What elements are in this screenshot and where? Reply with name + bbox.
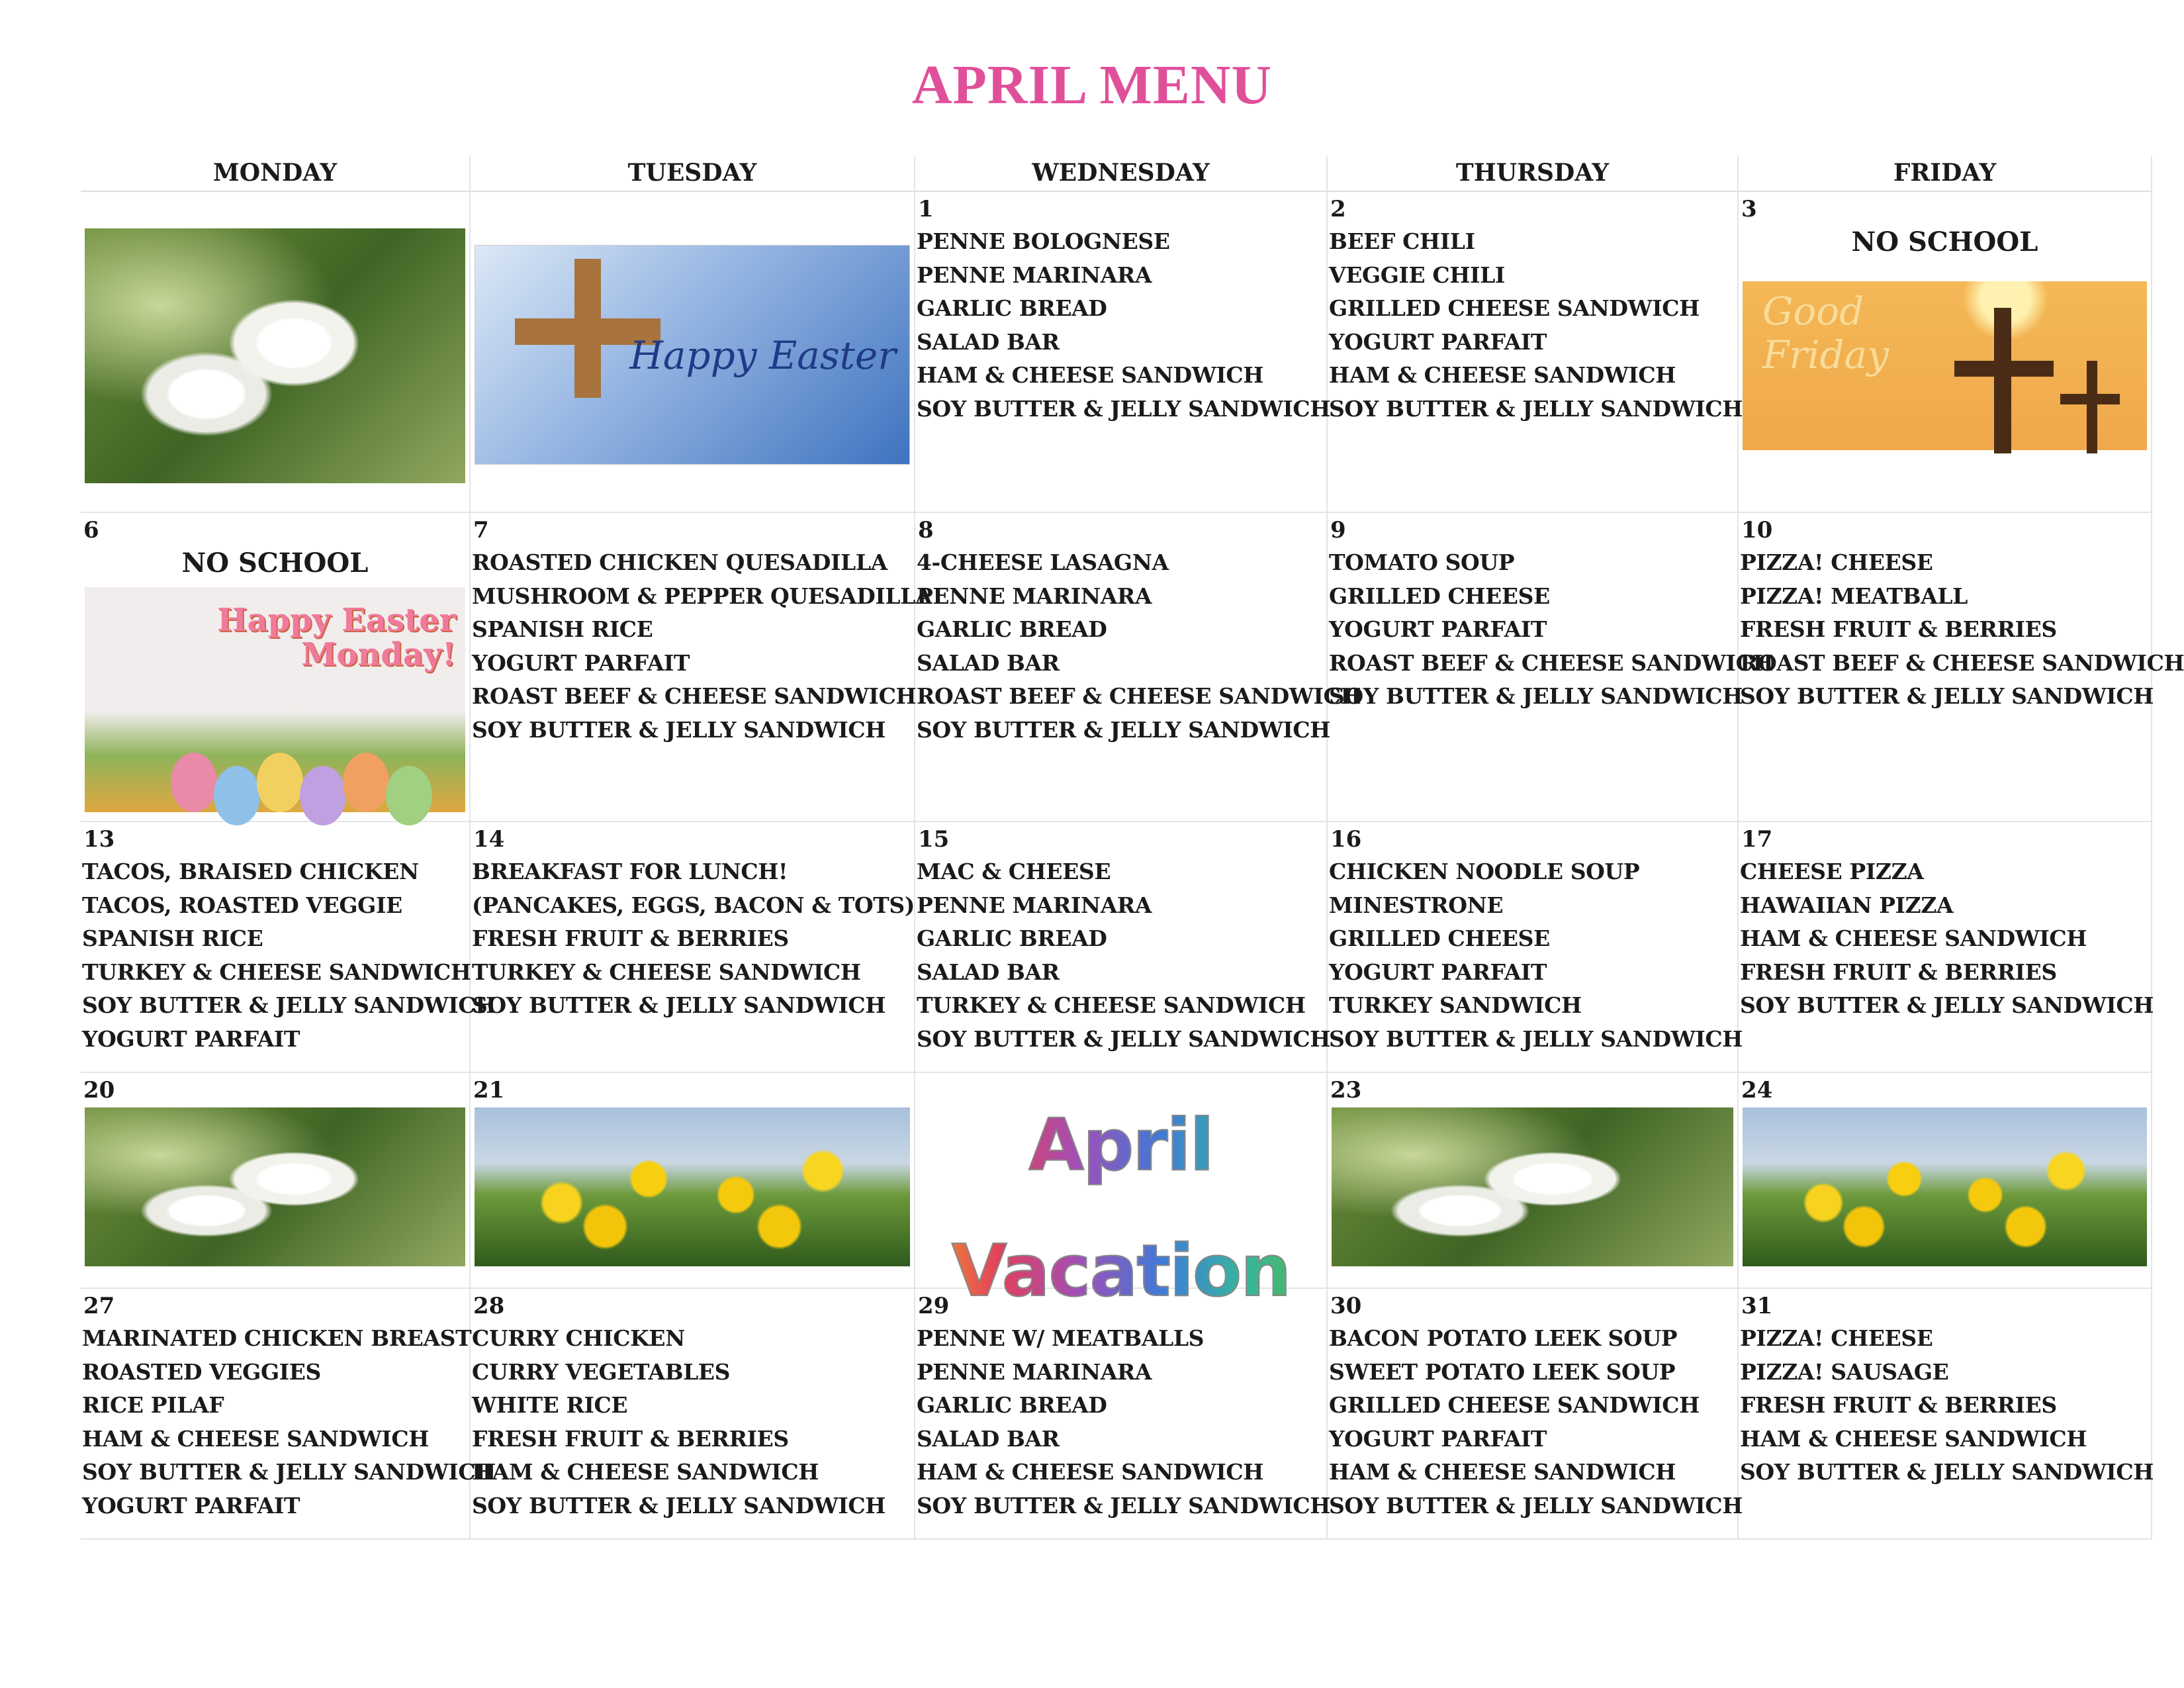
menu-items — [1328, 855, 1743, 1056]
day-number: 7 — [473, 517, 489, 543]
menu-item: FRESH FRUIT & BERRIES — [1740, 616, 2057, 642]
day-header-friday: FRIDAY — [1739, 156, 2152, 192]
menu-items — [1739, 1322, 2154, 1489]
menu-item: SOY BUTTER & JELLY SANDWICH — [917, 1025, 1331, 1052]
day-cell-6 — [81, 513, 471, 822]
menu-item: ROAST BEEF & CHEESE SANDWICH — [472, 683, 917, 709]
image-easter — [475, 245, 910, 465]
cross-shape — [1954, 361, 2054, 377]
image-caption: Happy Easter Monday! — [217, 602, 456, 673]
menu-item: TOMATO SOUP — [1329, 549, 1515, 575]
menu-item: BEEF CHILI — [1329, 228, 1475, 254]
menu-items — [915, 225, 1331, 426]
menu-item: CURRY VEGETABLES — [472, 1358, 731, 1385]
menu-item: HAM & CHEESE SANDWICH — [1329, 362, 1676, 388]
menu-items — [1739, 546, 2184, 714]
day-number: 9 — [1330, 517, 1346, 543]
menu-item: PENNE MARINARA — [917, 261, 1152, 288]
menu-item: PIZZA! MEATBALL — [1740, 583, 1968, 609]
cross-shape — [1994, 308, 2011, 453]
menu-item: SOY BUTTER & JELLY SANDWICH — [1329, 1492, 1743, 1519]
day-number: 15 — [918, 826, 950, 853]
image-caption: Good Friday — [1762, 289, 1889, 377]
menu-item: GARLIC BREAD — [917, 1392, 1107, 1418]
menu-item: SOY BUTTER & JELLY SANDWICH — [917, 395, 1331, 422]
day-cell-7 — [471, 513, 933, 822]
egg-shape — [386, 766, 432, 825]
menu-item: YOGURT PARFAIT — [472, 649, 690, 676]
menu-item: SALAD BAR — [917, 649, 1060, 676]
menu-item: YOGURT PARFAIT — [1329, 328, 1547, 355]
menu-item: VEGGIE CHILI — [1329, 261, 1505, 288]
day-header-monday: MONDAY — [81, 156, 471, 192]
menu-item: YOGURT PARFAIT — [82, 1025, 300, 1052]
menu-item: TACOS, BRAISED CHICKEN — [82, 859, 419, 884]
menu-item: YOGURT PARFAIT — [1329, 959, 1547, 985]
day-cell-2 — [1328, 192, 1743, 513]
menu-items — [915, 855, 1331, 1056]
menu-item: SOY BUTTER & JELLY SANDWICH — [472, 1492, 886, 1519]
image-goodfriday — [1743, 281, 2147, 450]
day-number: 14 — [473, 826, 505, 853]
day-cell-23 — [1328, 1073, 1739, 1289]
image-lily — [85, 228, 465, 483]
menu-item: PENNE MARINARA — [917, 583, 1152, 609]
menu-item: 4-CHEESE LASAGNA — [917, 549, 1169, 575]
menu-item: PIZZA! CHEESE — [1740, 549, 1933, 575]
day-number: 29 — [918, 1293, 950, 1319]
egg-shape — [343, 753, 389, 812]
day-cell-10 — [1739, 513, 2184, 822]
menu-item: ROAST BEEF & CHEESE SANDWICH — [1740, 649, 2184, 676]
menu-item: SOY BUTTER & JELLY SANDWICH — [917, 1492, 1331, 1519]
day-number: 6 — [83, 517, 99, 543]
no-school-note: NO SCHOOL — [1851, 226, 2038, 258]
menu-item: SOY BUTTER & JELLY SANDWICH — [1329, 395, 1743, 422]
day-number: 16 — [1330, 826, 1362, 853]
no-school-note: NO SCHOOL — [181, 547, 369, 579]
day-number: 24 — [1741, 1077, 1773, 1103]
day-header-tuesday: TUESDAY — [471, 156, 915, 192]
menu-items — [81, 1322, 496, 1523]
menu-item: RICE PILAF — [82, 1392, 224, 1418]
image-daffodils — [1743, 1107, 2147, 1266]
menu-item: PENNE W/ MEATBALLS — [917, 1325, 1205, 1351]
menu-item: MUSHROOM & PEPPER QUESADILLA — [472, 583, 933, 609]
image-eastermonday — [85, 587, 465, 812]
day-cell-28 — [471, 1289, 915, 1540]
menu-item: CURRY CHICKEN — [472, 1325, 685, 1351]
menu-item: HAM & CHEESE SANDWICH — [472, 1459, 819, 1485]
menu-item: PENNE MARINARA — [917, 1358, 1152, 1385]
day-cell-24 — [1739, 1073, 2152, 1289]
day-cell-21 — [471, 1073, 915, 1289]
day-header-thursday: THURSDAY — [1328, 156, 1739, 192]
day-number: 20 — [83, 1077, 115, 1103]
cross-shape — [2087, 361, 2097, 453]
menu-item: MARINATED CHICKEN BREAST — [82, 1325, 472, 1351]
day-number: 27 — [83, 1293, 115, 1319]
menu-item: GARLIC BREAD — [917, 925, 1107, 951]
menu-item: YOGURT PARFAIT — [82, 1492, 300, 1519]
menu-item: BACON POTATO LEEK SOUP — [1329, 1325, 1678, 1351]
day-number: 30 — [1330, 1293, 1362, 1319]
day-cell-31 — [1739, 1289, 2152, 1540]
day-cell-30 — [1328, 1289, 1743, 1540]
menu-item: SOY BUTTER & JELLY SANDWICH — [1740, 683, 2154, 709]
day-number: 10 — [1741, 517, 1773, 543]
menu-item: GRILLED CHEESE SANDWICH — [1329, 1392, 1700, 1418]
day-cell-15 — [915, 822, 1331, 1073]
menu-item: SOY BUTTER & JELLY SANDWICH — [1740, 992, 2154, 1018]
menu-item: SOY BUTTER & JELLY SANDWICH — [472, 716, 886, 743]
day-number: 8 — [918, 517, 934, 543]
menu-items — [471, 546, 933, 747]
image-daffodils — [475, 1107, 910, 1266]
menu-item: ROAST BEEF & CHEESE SANDWICH — [917, 683, 1361, 709]
menu-item: SOY BUTTER & JELLY SANDWICH — [472, 992, 886, 1018]
menu-item: ROASTED VEGGIES — [82, 1358, 321, 1385]
menu-item: GARLIC BREAD — [917, 616, 1107, 642]
menu-item: SOY BUTTER & JELLY SANDWICH — [1329, 683, 1743, 709]
menu-item: TURKEY & CHEESE SANDWICH — [917, 992, 1306, 1018]
day-cell — [471, 192, 915, 513]
menu-item: GRILLED CHEESE — [1329, 925, 1550, 951]
menu-item: GARLIC BREAD — [917, 295, 1107, 321]
menu-item: PIZZA! CHEESE — [1740, 1325, 1933, 1351]
menu-items — [471, 1322, 914, 1523]
day-cell-16 — [1328, 822, 1743, 1073]
image-lily — [85, 1107, 465, 1266]
image-caption: Happy Easter — [629, 333, 896, 378]
menu-item: MAC & CHEESE — [917, 859, 1111, 884]
menu-item: CHEESE PIZZA — [1740, 859, 1924, 884]
menu-item: FRESH FRUIT & BERRIES — [1740, 959, 2057, 985]
day-cell — [81, 192, 471, 513]
menu-item: HAM & CHEESE SANDWICH — [82, 1425, 430, 1452]
menu-item: MINESTRONE — [1329, 892, 1504, 918]
menu-item: YOGURT PARFAIT — [1329, 616, 1547, 642]
menu-item: SOY BUTTER & JELLY SANDWICH — [82, 992, 496, 1018]
egg-shape — [214, 766, 260, 825]
menu-item: SOY BUTTER & JELLY SANDWICH — [82, 1459, 496, 1485]
menu-item: PENNE BOLOGNESE — [917, 228, 1170, 254]
menu-item: HAM & CHEESE SANDWICH — [917, 362, 1264, 388]
menu-item: TURKEY & CHEESE SANDWICH — [82, 959, 471, 985]
day-header-wednesday: WEDNESDAY — [915, 156, 1328, 192]
menu-items — [1328, 225, 1743, 426]
menu-item: SALAD BAR — [917, 328, 1060, 355]
menu-item: SOY BUTTER & JELLY SANDWICH — [1329, 1025, 1743, 1052]
day-number: 28 — [473, 1293, 505, 1319]
menu-item: FRESH FRUIT & BERRIES — [1740, 1392, 2057, 1418]
menu-item: ROAST BEEF & CHEESE SANDWICH — [1329, 649, 1774, 676]
menu-item: FRESH FRUIT & BERRIES — [472, 925, 789, 951]
day-number: 23 — [1330, 1077, 1362, 1103]
menu-item: SWEET POTATO LEEK SOUP — [1329, 1358, 1676, 1385]
menu-items — [81, 855, 496, 1056]
cross-shape — [2060, 394, 2120, 404]
day-cell-14 — [471, 822, 915, 1073]
day-number: 1 — [918, 196, 934, 222]
menu-item: TURKEY & CHEESE SANDWICH — [472, 959, 861, 985]
menu-item: ROASTED CHICKEN QUESADILLA — [472, 549, 887, 575]
menu-item: HAM & CHEESE SANDWICH — [917, 1459, 1264, 1485]
menu-items — [1739, 855, 2154, 1023]
image-caption: April Vacation — [919, 1083, 1322, 1335]
menu-item: SPANISH RICE — [472, 616, 653, 642]
menu-items — [915, 546, 1361, 747]
day-number: 17 — [1741, 826, 1773, 853]
menu-item: (PANCAKES, EGGS, BACON & TOTS) — [472, 892, 915, 918]
menu-item: PIZZA! SAUSAGE — [1740, 1358, 1949, 1385]
page-title: APRIL MENU — [911, 54, 1273, 116]
menu-item: PENNE MARINARA — [917, 892, 1152, 918]
day-number: 3 — [1741, 196, 1757, 222]
menu-item: TACOS, ROASTED VEGGIE — [82, 892, 402, 918]
menu-item: SALAD BAR — [917, 1425, 1060, 1452]
menu-calendar — [81, 156, 2184, 1540]
day-cell-8 — [915, 513, 1361, 822]
day-number: 13 — [83, 826, 115, 853]
menu-item: BREAKFAST FOR LUNCH! — [472, 859, 788, 884]
menu-items — [915, 1322, 1331, 1523]
day-number: 21 — [473, 1077, 505, 1103]
day-cell-1 — [915, 192, 1331, 513]
day-cell-20 — [81, 1073, 471, 1289]
egg-shape — [300, 766, 346, 825]
menu-items — [1328, 1322, 1743, 1523]
menu-item: SOY BUTTER & JELLY SANDWICH — [1740, 1459, 2154, 1485]
menu-item: WHITE RICE — [472, 1392, 628, 1418]
menu-item: SPANISH RICE — [82, 925, 263, 951]
menu-item: GRILLED CHEESE SANDWICH — [1329, 295, 1700, 321]
menu-items — [1328, 546, 1774, 714]
day-cell-29 — [915, 1289, 1331, 1540]
menu-item: CHICKEN NOODLE SOUP — [1329, 859, 1640, 884]
menu-item: YOGURT PARFAIT — [1329, 1425, 1547, 1452]
day-cell-17 — [1739, 822, 2152, 1073]
menu-item: SOY BUTTER & JELLY SANDWICH — [917, 716, 1331, 743]
menu-item: HAWAIIAN PIZZA — [1740, 892, 1954, 918]
menu-item: FRESH FRUIT & BERRIES — [472, 1425, 789, 1452]
menu-item: SALAD BAR — [917, 959, 1060, 985]
menu-items — [471, 855, 914, 1023]
menu-item: HAM & CHEESE SANDWICH — [1740, 1425, 2087, 1452]
egg-shape — [171, 753, 217, 812]
menu-item: TURKEY SANDWICH — [1329, 992, 1582, 1018]
egg-shape — [257, 753, 303, 812]
day-number: 31 — [1741, 1293, 1773, 1319]
image-lily — [1332, 1107, 1733, 1266]
day-number: 2 — [1330, 196, 1346, 222]
day-cell-3 — [1739, 192, 2152, 513]
menu-item: HAM & CHEESE SANDWICH — [1329, 1459, 1676, 1485]
menu-item: GRILLED CHEESE — [1329, 583, 1550, 609]
menu-item: HAM & CHEESE SANDWICH — [1740, 925, 2087, 951]
